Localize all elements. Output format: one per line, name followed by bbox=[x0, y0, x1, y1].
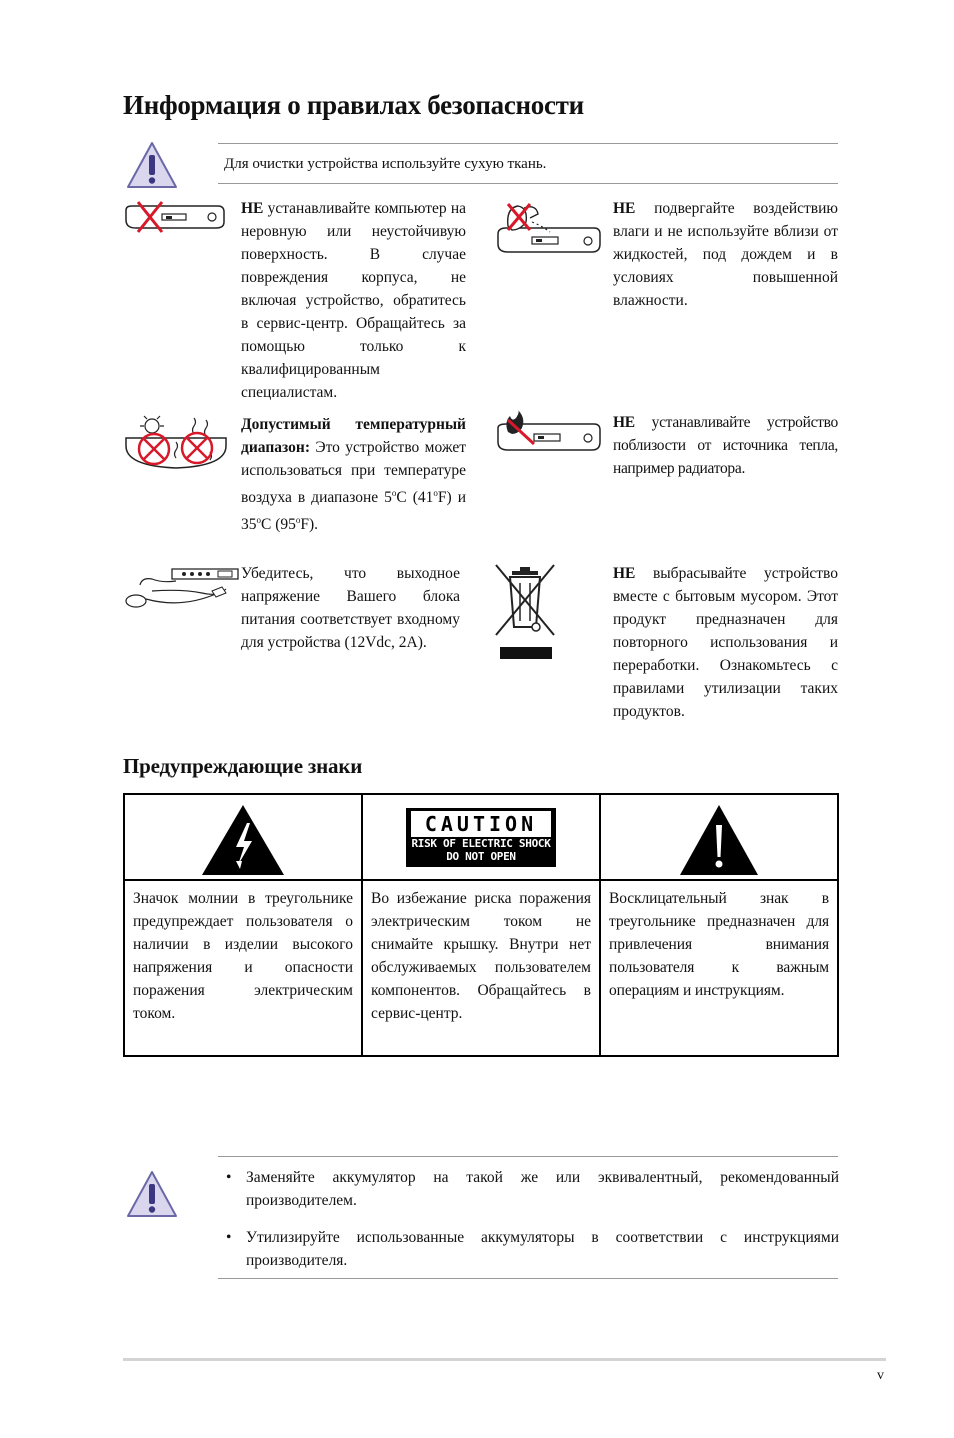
item-heat-bold: НЕ bbox=[613, 414, 635, 431]
warning-signs-table bbox=[123, 793, 839, 1057]
item-surface-text: устанавливайте компьютер на неровную или неустойчивую поверхность. В случае повреждения корпуса, не включая устройство, обратитесь в сервис-центр. Обращайтесь за помощью только к квалифицированным специалистам. bbox=[241, 200, 466, 401]
degree-mark: o bbox=[391, 488, 397, 498]
battery-notes-list bbox=[223, 1166, 839, 1286]
note-clean: Для очистки устройства используйте сухую ткань. bbox=[224, 156, 547, 172]
temperature-icon bbox=[122, 412, 230, 474]
item-temperature-bold: Допустимый температурный диапазон: bbox=[241, 416, 466, 456]
item-power: Убедитесь, что выходное напряжение Вашего блока питания соответствует входному для устройства (12Vdc, 2A). bbox=[241, 565, 460, 651]
sign-caution-description bbox=[362, 880, 600, 1056]
sign-lightning-description bbox=[124, 880, 362, 1056]
footer-rule bbox=[123, 1358, 886, 1361]
item-temperature-text: F). bbox=[300, 516, 319, 533]
caution-cell bbox=[362, 794, 600, 880]
item-moisture-bold: НЕ bbox=[613, 200, 636, 217]
item-temperature-text: C (41 bbox=[396, 489, 434, 506]
sign-text: Значок молнии в треугольнике предупреждает пользователя о наличии в изделии высокого напряжения и опасности поражения электрическим током. bbox=[133, 890, 353, 1022]
heat-source-icon bbox=[494, 410, 604, 456]
divider bbox=[218, 183, 838, 184]
lightning-cell bbox=[124, 794, 362, 880]
item-moisture-text: подвергайте воздействию влаги и не используйте вблизи от жидкостей, под дождем и в условиях повышенной влажности. bbox=[613, 200, 838, 309]
exclamation-triangle-icon bbox=[678, 803, 760, 877]
item-heat-text: устанавливайте устройство поблизости от источника тепла, например радиатора. bbox=[613, 414, 838, 477]
crossed-bin-icon bbox=[494, 563, 556, 661]
page-title: Информация о правилах безопасности bbox=[123, 90, 584, 120]
degree-mark: o bbox=[433, 488, 438, 498]
item-heat bbox=[613, 411, 838, 480]
caution-label-icon bbox=[406, 808, 555, 867]
divider bbox=[218, 1278, 838, 1279]
exclamation-cell bbox=[600, 794, 838, 880]
sign-text: Во избежание риска поражения электрическим током не снимайте крышку. Внутри нет обслуживаемых пользователем компонентов. Обращайтесь в сервис-центр. bbox=[371, 890, 591, 1022]
uneven-surface-icon bbox=[122, 198, 228, 236]
lightning-triangle-icon bbox=[200, 803, 286, 877]
sign-text: Восклицательный знак в треугольнике предназначен для привлечения внимания пользователя к важным операциям и инструкциям. bbox=[609, 890, 829, 999]
section-title-warning-signs: Предупреждающие знаки bbox=[123, 754, 363, 778]
item-temperature bbox=[241, 413, 466, 536]
item-disposal-text: выбрасывайте устройство вместе с бытовым мусором. Этот продукт предназначен для повторного использования и переработки. Ознакомьтесь с правилами утилизации таких продуктов. bbox=[613, 565, 838, 720]
item-temperature-text: C (95 bbox=[261, 516, 296, 533]
divider bbox=[218, 1156, 838, 1157]
page-number: v bbox=[877, 1368, 884, 1383]
item-moisture bbox=[613, 197, 838, 312]
degree-mark: o bbox=[256, 515, 261, 525]
sign-exclamation-description bbox=[600, 880, 838, 1056]
item-disposal bbox=[613, 562, 838, 723]
item-surface-bold: НЕ bbox=[241, 200, 264, 217]
item-temperature-text: F) и 35 bbox=[241, 489, 466, 533]
divider bbox=[218, 143, 838, 144]
item-surface bbox=[241, 197, 466, 404]
list-item: • Утилизируйте использованные аккумуляторы в соответствии с инструкциями производителя. bbox=[223, 1226, 839, 1272]
degree-mark: o bbox=[295, 515, 301, 525]
caution-line-1: RISK OF ELECTRIC SHOCK bbox=[411, 836, 551, 850]
list-item: • Заменяйте аккумулятор на такой же или эквивалентный, рекомендованный производителем. bbox=[223, 1166, 839, 1212]
caution-title: CAUTION bbox=[411, 811, 550, 837]
item-disposal-bold: НЕ bbox=[613, 565, 636, 582]
caution-line-2: DO NOT OPEN bbox=[446, 849, 516, 863]
warning-triangle-icon bbox=[126, 141, 178, 189]
power-adapter-icon bbox=[122, 563, 240, 611]
item-temperature-text: Это устройство может использоваться при температуре воздуха в диапазоне 5 bbox=[241, 439, 466, 506]
moisture-icon bbox=[494, 200, 604, 256]
warning-triangle-icon bbox=[126, 1170, 178, 1218]
